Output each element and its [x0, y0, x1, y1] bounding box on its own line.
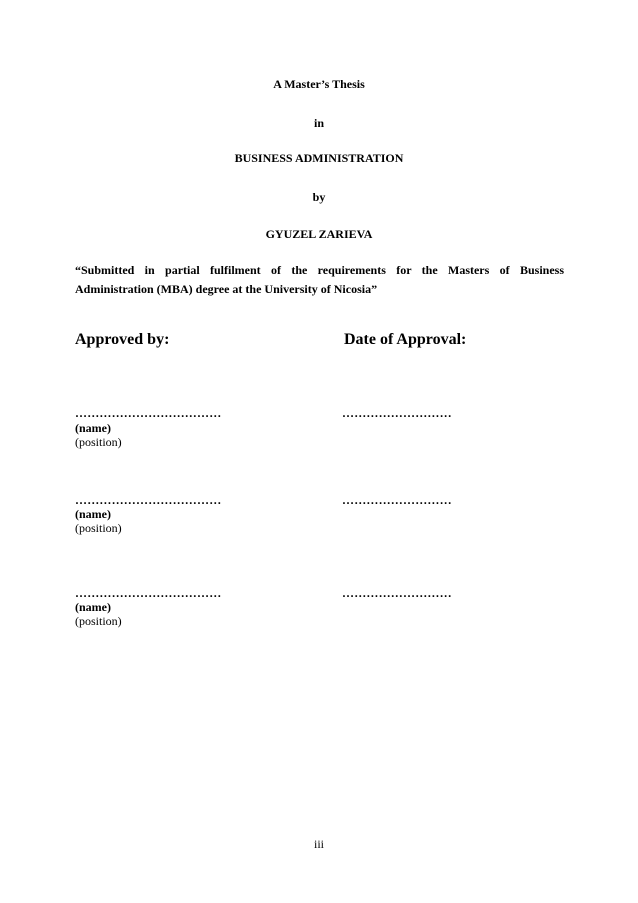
- date-line: ………………………: [342, 493, 452, 507]
- title-in: in: [313, 116, 324, 130]
- signature-line: ………………………………: [75, 406, 222, 420]
- program-name: BUSINESS ADMINISTRATION: [234, 151, 404, 165]
- submission-statement: “Submitted in partial fulfilment of the requirements for the Masters of Business Administration (MBA) degree at the University of Nicosia”: [75, 263, 564, 296]
- approver-name: (name): [75, 421, 111, 435]
- approver-position: (position): [75, 435, 122, 449]
- approver-name: (name): [75, 600, 111, 614]
- author-name: GYUZEL ZARIEVA: [265, 227, 373, 241]
- approved-by-heading: Approved by:: [75, 331, 170, 348]
- approver-position: (position): [75, 521, 122, 535]
- date-line: ………………………: [342, 586, 452, 600]
- approver-position: (position): [75, 614, 122, 628]
- date-line: ………………………: [342, 406, 452, 420]
- date-of-approval-heading: Date of Approval:: [344, 331, 467, 348]
- approver-name: (name): [75, 507, 111, 521]
- signature-line: ………………………………: [75, 493, 222, 507]
- title-by: by: [312, 190, 326, 204]
- signature-line: ………………………………: [75, 586, 222, 600]
- thesis-type: A Master’s Thesis: [273, 77, 365, 91]
- page-number: iii: [313, 837, 324, 851]
